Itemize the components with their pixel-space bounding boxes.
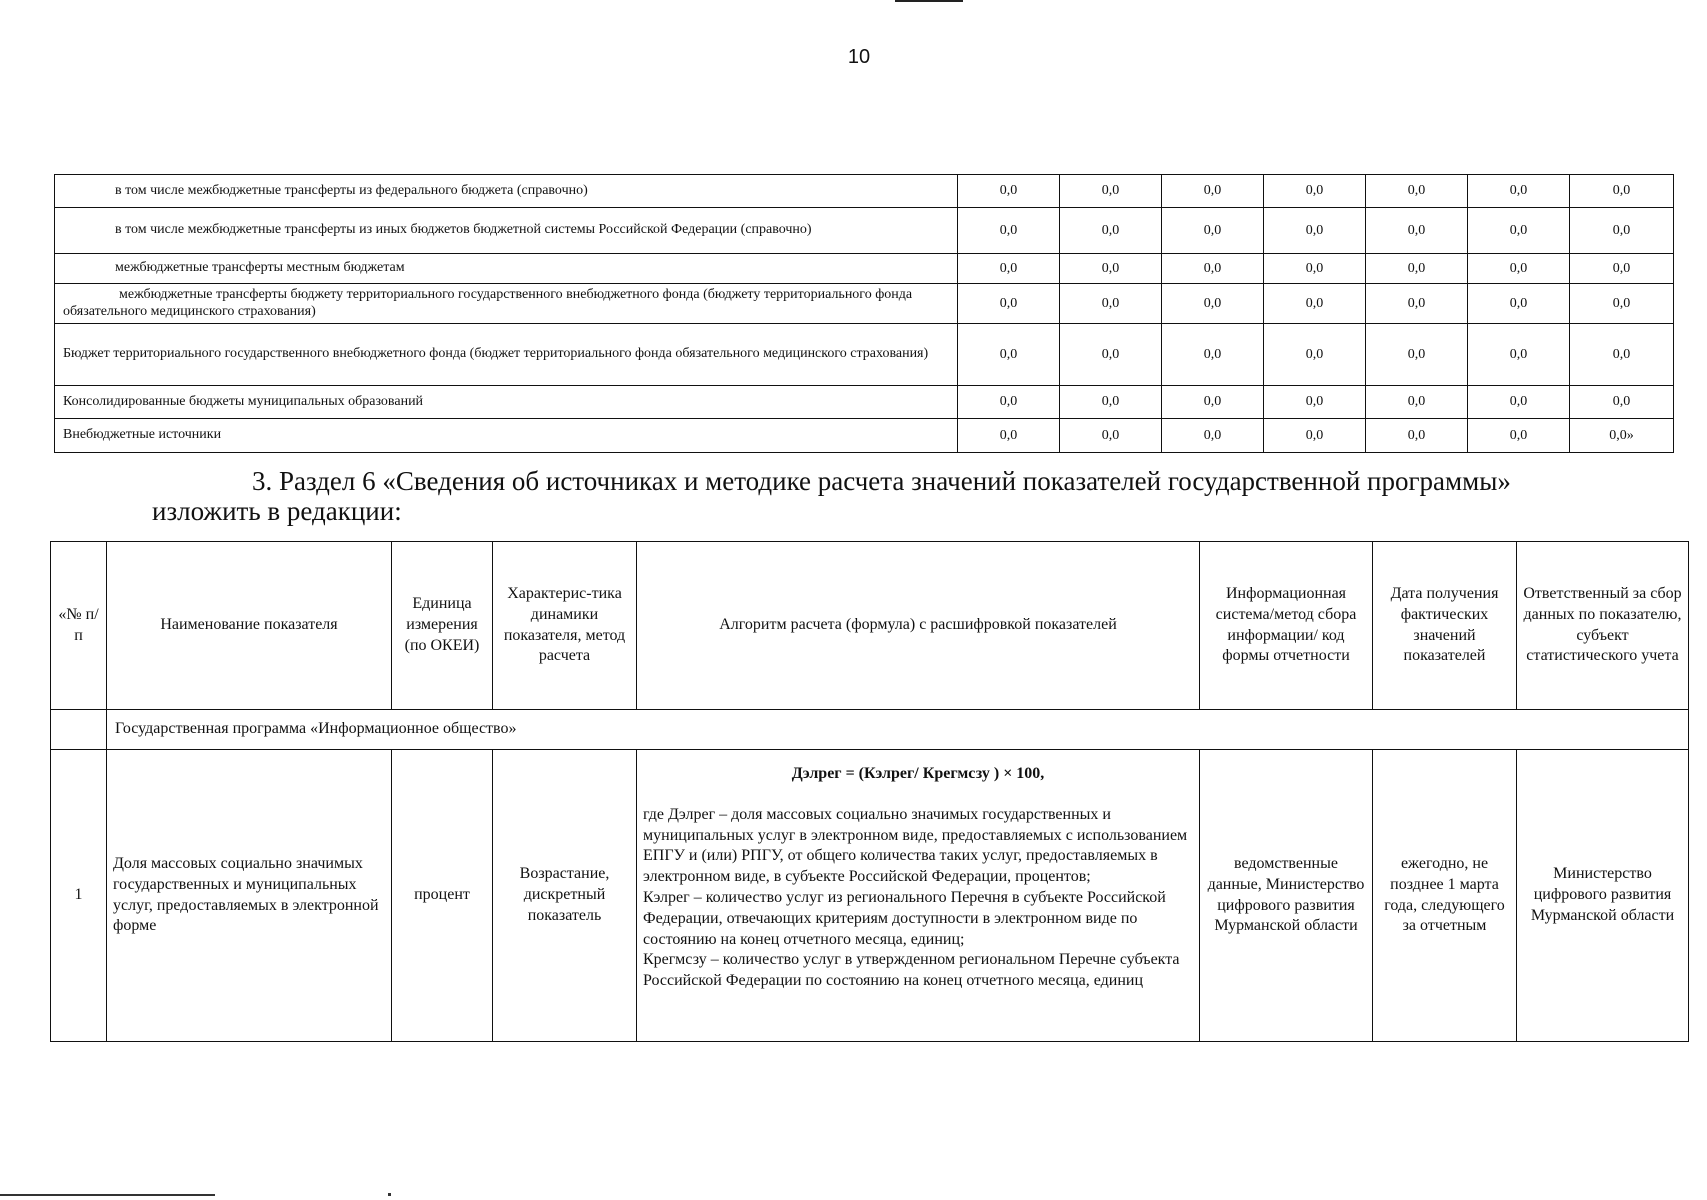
header-num: «№ п/п bbox=[51, 542, 107, 710]
budget-value: 0,0 bbox=[1264, 175, 1366, 208]
row-num: 1 bbox=[51, 750, 107, 1042]
budget-value: 0,0 bbox=[1264, 419, 1366, 453]
budget-row-label: межбюджетные трансферты бюджету территориального государственного внебюджетного фонда (бюджету территориального фонда обязательного медицинского страхования) bbox=[55, 284, 958, 324]
row-description-2: Кэлрег – количество услуг из регионального Перечня в субъекте Российской Федерации, отвечающих критериям доступности в электронном виде по состоянию на конец отчетного месяца, единиц; bbox=[643, 888, 1166, 948]
header-algorithm: Алгоритм расчета (формула) с расшифровкой показателей bbox=[637, 542, 1200, 710]
budget-row bbox=[55, 208, 1674, 254]
budget-row bbox=[55, 324, 1674, 386]
top-rule bbox=[895, 0, 963, 2]
program-row bbox=[51, 710, 1689, 750]
budget-value: 0,0 bbox=[1060, 324, 1162, 386]
budget-row bbox=[55, 284, 1674, 324]
row-info-system: ведомственные данные, Министерство цифрового развития Мурманской области bbox=[1200, 750, 1373, 1042]
budget-value: 0,0 bbox=[958, 419, 1060, 453]
budget-value: 0,0 bbox=[958, 284, 1060, 324]
budget-value: 0,0 bbox=[958, 208, 1060, 254]
row-description-3: Крегмсзу – количество услуг в утвержденном региональном Перечне субъекта Российской Федерации по состоянию на конец отчетного месяца, единиц bbox=[643, 951, 1180, 990]
budget-value: 0,0 bbox=[958, 254, 1060, 284]
budget-row bbox=[55, 175, 1674, 208]
header-name: Наименование показателя bbox=[107, 542, 392, 710]
budget-value: 0,0 bbox=[1468, 419, 1570, 453]
header-unit: Единица измерения (по ОКЕИ) bbox=[392, 542, 493, 710]
budget-value: 0,0 bbox=[1264, 284, 1366, 324]
budget-value: 0,0 bbox=[1162, 284, 1264, 324]
budget-value: 0,0 bbox=[1468, 254, 1570, 284]
budget-value: 0,0 bbox=[1366, 419, 1468, 453]
budget-value: 0,0 bbox=[1570, 175, 1674, 208]
header-dynamics: Характерис-тика динамики показателя, метод расчета bbox=[493, 542, 637, 710]
budget-value: 0,0 bbox=[1162, 324, 1264, 386]
budget-row-label: Бюджет территориального государственного внебюджетного фонда (бюджет территориального фонда обязательного медицинского страхования) bbox=[55, 324, 958, 386]
footer-rule bbox=[0, 1194, 215, 1196]
row-dynamics: Возрастание, дискретный показатель bbox=[493, 750, 637, 1042]
budget-row-label: Консолидированные бюджеты муниципальных образований bbox=[55, 386, 958, 419]
row-name: Доля массовых социально значимых государственных и муниципальных услуг, предоставляемых в электронной форме bbox=[107, 750, 392, 1042]
section-heading-line2: изложить в редакции: bbox=[152, 496, 402, 527]
budget-row bbox=[55, 254, 1674, 284]
budget-value: 0,0 bbox=[1366, 175, 1468, 208]
budget-value: 0,0 bbox=[1162, 254, 1264, 284]
budget-value: 0,0 bbox=[1162, 208, 1264, 254]
footer-dot bbox=[388, 1193, 391, 1196]
program-title: Государственная программа «Информационное общество» bbox=[107, 710, 1689, 750]
budget-value: 0,0 bbox=[1366, 324, 1468, 386]
budget-value: 0,0 bbox=[1366, 284, 1468, 324]
budget-value: 0,0 bbox=[1060, 208, 1162, 254]
section-heading-line1: 3. Раздел 6 «Сведения об источниках и методике расчета значений показателей государственной программы» bbox=[252, 466, 1511, 496]
budget-value: 0,0 bbox=[1468, 284, 1570, 324]
budget-value: 0,0 bbox=[1162, 175, 1264, 208]
page-number: 10 bbox=[847, 46, 871, 68]
budget-value: 0,0 bbox=[1366, 386, 1468, 419]
budget-value: 0,0 bbox=[1366, 254, 1468, 284]
budget-value: 0,0 bbox=[1060, 419, 1162, 453]
budget-value: 0,0 bbox=[1060, 254, 1162, 284]
table-row bbox=[51, 750, 1689, 1042]
budget-value: 0,0 bbox=[958, 175, 1060, 208]
budget-row-label: Внебюджетные источники bbox=[55, 419, 958, 453]
budget-value: 0,0 bbox=[1366, 208, 1468, 254]
budget-value: 0,0 bbox=[1468, 324, 1570, 386]
budget-row-label: в том числе межбюджетные трансферты из федерального бюджета (справочно) bbox=[55, 175, 958, 208]
row-date: ежегодно, не позднее 1 марта года, следующего за отчетным bbox=[1373, 750, 1517, 1042]
budget-value: 0,0 bbox=[1162, 386, 1264, 419]
program-num-cell bbox=[51, 710, 107, 750]
budget-value: 0,0 bbox=[1060, 175, 1162, 208]
header-row bbox=[51, 542, 1689, 710]
budget-row bbox=[55, 419, 1674, 453]
budget-value: 0,0 bbox=[1264, 208, 1366, 254]
budget-value: 0,0 bbox=[1060, 386, 1162, 419]
row-responsible: Министерство цифрового развития Мурманской области bbox=[1517, 750, 1689, 1042]
budget-value: 0,0 bbox=[1570, 386, 1674, 419]
budget-row-label: межбюджетные трансферты местным бюджетам bbox=[55, 254, 958, 284]
budget-value: 0,0 bbox=[958, 386, 1060, 419]
row-formula: Дэлрег = (Кэлрег/ Крегмсзу ) × 100, bbox=[791, 765, 1045, 782]
budget-table bbox=[54, 174, 1674, 453]
header-info-system: Информационная система/метод сбора информации/ код формы отчетности bbox=[1200, 542, 1373, 710]
indicators-table bbox=[50, 541, 1689, 1042]
header-date: Дата получения фактических значений показателей bbox=[1373, 542, 1517, 710]
row-algorithm bbox=[637, 750, 1200, 1042]
budget-value: 0,0 bbox=[1060, 284, 1162, 324]
budget-value: 0,0 bbox=[1570, 208, 1674, 254]
budget-row bbox=[55, 386, 1674, 419]
row-unit: процент bbox=[392, 750, 493, 1042]
budget-value: 0,0» bbox=[1570, 419, 1674, 453]
budget-value: 0,0 bbox=[1264, 254, 1366, 284]
section-heading bbox=[152, 466, 1632, 526]
budget-row-label: в том числе межбюджетные трансферты из иных бюджетов бюджетной системы Российской Федерации (справочно) bbox=[55, 208, 958, 254]
budget-value: 0,0 bbox=[1468, 175, 1570, 208]
row-description-1: где Дэлрег – доля массовых социально значимых государственных и муниципальных услуг в электронном виде, предоставляемых с использованием ЕПГУ и (или) РПГУ, от общего количества таких услуг, предоставляемых в электронном виде, в субъекте Российской Федерации, процентов; bbox=[643, 805, 1188, 886]
budget-value: 0,0 bbox=[1264, 324, 1366, 386]
budget-value: 0,0 bbox=[1264, 386, 1366, 419]
budget-value: 0,0 bbox=[1570, 254, 1674, 284]
budget-value: 0,0 bbox=[958, 324, 1060, 386]
budget-value: 0,0 bbox=[1468, 208, 1570, 254]
budget-value: 0,0 bbox=[1570, 284, 1674, 324]
header-responsible: Ответственный за сбор данных по показателю, субъект статистического учета bbox=[1517, 542, 1689, 710]
budget-value: 0,0 bbox=[1162, 419, 1264, 453]
budget-value: 0,0 bbox=[1570, 324, 1674, 386]
budget-value: 0,0 bbox=[1468, 386, 1570, 419]
